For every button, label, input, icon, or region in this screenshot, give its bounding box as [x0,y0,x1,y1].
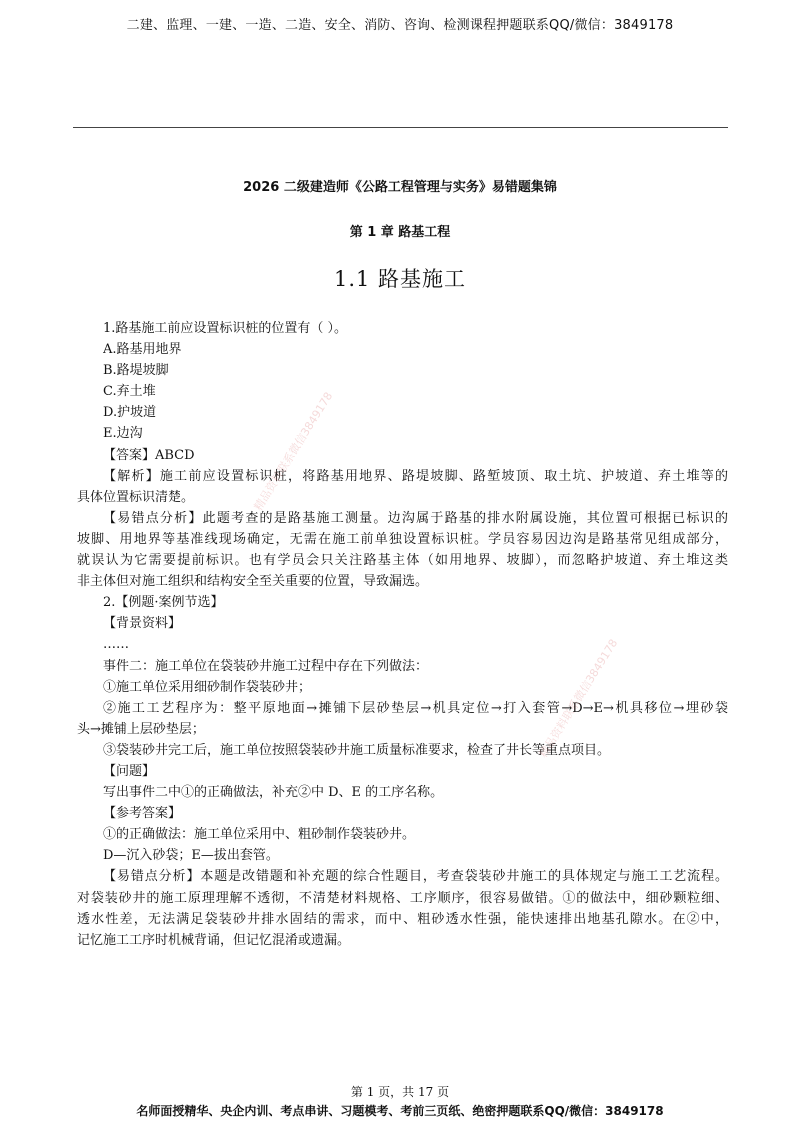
error-analysis-line: 【易错点分析】此题考查的是路基施工测量。边沟属于路基的排水附属设施，其位置可根据已标识的 [103,510,728,526]
analysis-line: 具体位置标识清楚。 [77,489,195,505]
watermark: 精品资料联系微信3849178 [536,636,621,760]
option-a: A.路基用地界 [103,342,182,358]
error-analysis-2-line: 【易错点分析】本题是改错题和补充题的综合性题目，考查袋装砂井施工的具体规定与施工工艺流程。 [103,869,728,885]
header-banner: 二建、监理、一建、一造、二造、安全、消防、咨询、检测课程押题联系QQ/微信：3849178 [126,18,674,33]
question-text: 写出事件二中①的正确做法，补充②中 D、E 的工序名称。 [103,785,444,801]
event-2-line: 事件二：施工单位在袋装砂井施工过程中存在下列做法： [103,658,429,674]
error-analysis-line: 非主体但对施工组织和结构安全至关重要的位置，导致漏选。 [77,574,429,590]
event-item-3: ③袋装砂井完工后，施工单位按照袋装砂井施工质量标准要求，检查了井长等重点项目。 [103,742,611,758]
event-item-2: ②施工工艺程序为：整平原地面→摊铺下层砂垫层→机具定位→打入套管→D→E→机具移位→埋砂袋 [103,700,728,716]
option-e: E.边沟 [103,426,143,442]
answer-line: 【答案】ABCD [103,447,195,463]
option-b: B.路堤坡脚 [103,363,169,379]
option-c: C.弃土堆 [103,384,156,400]
analysis-line: 【解析】施工前应设置标识桩，将路基用地界、路堤坡脚、路堑坡顶、取土坑、护坡道、弃土堆等的 [103,468,728,484]
answer-item-1: ①的正确做法：施工单位采用中、粗砂制作袋装砂井。 [103,827,416,843]
page-number: 第 1 页，共 17 页 [350,1085,450,1099]
background-heading: 【背景资料】 [103,616,182,632]
question-1-stem: 1.路基施工前应设置标识桩的位置有（ ）。 [103,321,348,336]
chapter-title: 第 1 章 路基工程 [349,225,451,240]
error-analysis-2-line: 对袋装砂井的施工原理理解不透彻，不清楚材料规格、工序顺序，很容易做错。①的做法中，细砂颗粒细、 [77,890,728,906]
event-item-2-cont: 头→摊铺上层砂垫层； [77,721,205,737]
error-analysis-2-line: 透水性差，无法满足袋装砂井排水固结的需求，而中、粗砂透水性强，能快速排出地基孔隙水。在②中， [77,911,728,927]
footer-banner: 名师面授精华、央企内训、考点串讲、习题模考、考前三页纸、绝密押题联系QQ/微信：3849178 [136,1104,664,1118]
document-title: 2026 二级建造师《公路工程管理与实务》易错题集锦 [243,180,557,195]
error-analysis-2-line: 记忆施工工序时机械背诵，但记忆混淆或遗漏。 [77,932,351,948]
question-heading: 【问题】 [103,763,156,779]
section-title: 1.1 路基施工 [333,267,467,291]
option-d: D.护坡道 [103,405,157,421]
ellipsis-line: …… [103,637,129,653]
event-item-1: ①施工单位采用细砂制作袋装砂井； [103,679,312,695]
answer-item-2: D—沉入砂袋；E—拔出套管。 [103,848,279,864]
error-analysis-line: 坡脚、用地界等基准线现场确定，无需在施工前单独设置标识桩。学员容易因边沟是路基常见组成部分， [77,531,728,547]
watermark: 精品资料联系微信3849178 [251,389,336,513]
reference-answer-heading: 【参考答案】 [103,806,182,822]
header-divider [73,127,728,128]
error-analysis-line: 就误认为它需要提前标识。也有学员会只关注路基主体（如用地界、坡脚），而忽略护坡道、弃土堆这类 [77,553,728,569]
document-body [77,318,728,951]
question-2-heading: 2.【例题·案例节选】 [103,595,224,611]
